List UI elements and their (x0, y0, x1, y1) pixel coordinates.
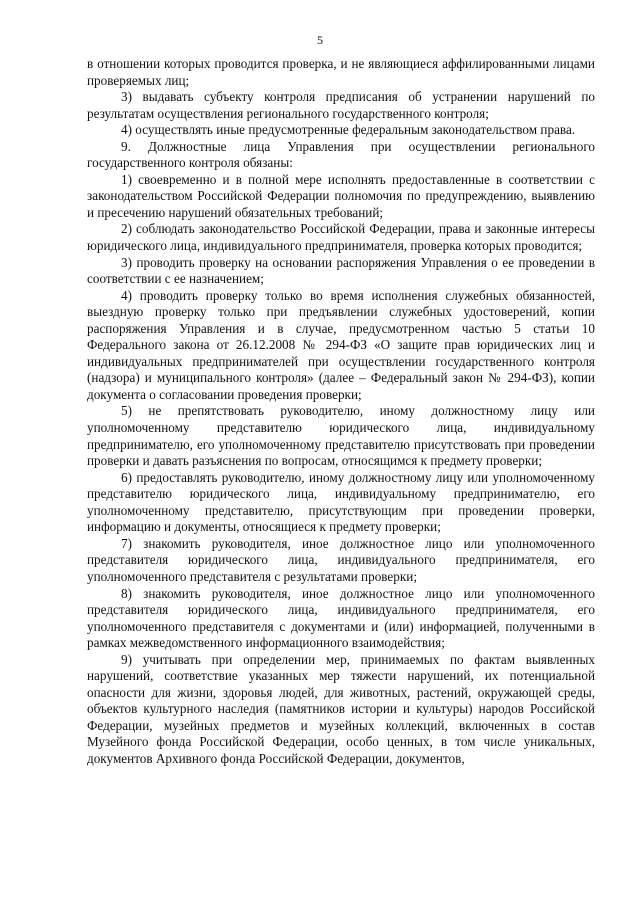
paragraph-duty-6: 6) предоставлять руководителю, иному должностному лицу или уполномоченному представителю юридического лица, индивидуальному предпринимателю, его уполномоченному представителю, присутствующим при проведении проверки, информацию и документы, относящиеся к предмету проверки; (87, 469, 595, 535)
paragraph-duty-9: 9) учитывать при определении мер, принимаемых по фактам выявленных нарушений, соответствие указанных мер тяжести нарушений, их потенциальной опасности для жизни, здоровья людей, для животных, растений, окружающей среды, объектов культурного наследия (памятников истории и культуры) народов Российской Федерации, музейных предметов и музейных коллекций, включенных в состав Музейного фонда Российской Федерации, особо ценных, в том числе уникальных, документов Архивного фонда Российской Федерации, документов, (87, 651, 595, 766)
paragraph-duty-7: 7) знакомить руководителя, иное должностное лицо или уполномоченного представителя юридического лица, индивидуального предпринимателя, его уполномоченного представителя с результатами проверки; (87, 535, 595, 584)
paragraph-item-3-issue-orders: 3) выдавать субъекту контроля предписания об устранении нарушений по результатам осуществления регионального государственного контроля; (87, 89, 595, 121)
paragraph-duty-4: 4) проводить проверку только во время исполнения служебных обязанностей, выездную проверку только при предъявлении служебных удостоверений, копии распоряжения Управления и в случае, предусмотренном частью 5 статьи 10 Федерального закона от 26.12.2008 № 294-ФЗ «О защите прав юридических лиц и индивидуальных предпринимателей при осуществлении государственного контроля (надзора) и муниципального контроля» (далее – Федеральный закон № 294-ФЗ), копии документа о согласовании проведения проверки; (87, 287, 595, 402)
paragraph-section-9-heading: 9. Должностные лица Управления при осуществлении регионального государственного контроля обязаны: (87, 138, 595, 171)
paragraph-duty-1: 1) своевременно и в полной мере исполнять предоставленные в соответствии с законодательством Российской Федерации полномочия по предупреждению, выявлению и пресечению нарушений обязательных требований; (87, 171, 595, 220)
paragraph-duty-3: 3) проводить проверку на основании распоряжения Управления о ее проведении в соответствии с ее назначением; (87, 254, 595, 287)
paragraph-duty-8: 8) знакомить руководителя, иное должностное лицо или уполномоченного представителя юридического лица, индивидуального предпринимателя, его уполномоченного представителя с документами и (или) информацией, полученными в рамках межведомственного информационного взаимодействия; (87, 585, 595, 651)
paragraph-item-4-other-rights: 4) осуществлять иные предусмотренные федеральным законодательством права. (121, 122, 576, 138)
document-body (87, 56, 595, 768)
paragraph-duty-5: 5) не препятствовать руководителю, иному должностному лицу или уполномоченному представителю юридического лица, индивидуальному предпринимателю, его уполномоченному представителю присутствовать при проведении проверки и давать разъяснения по вопросам, относящимся к предмету проверки; (87, 403, 595, 469)
paragraph-continuation: в отношении которых проводится проверка, и не являющиеся аффилированными лицами проверяемых лиц; (87, 56, 595, 88)
paragraph-duty-2: 2) соблюдать законодательство Российской Федерации, права и законные интересы юридического лица, индивидуального предпринимателя, проверка которых проводится; (87, 221, 595, 254)
page-number: 5 (317, 33, 323, 47)
